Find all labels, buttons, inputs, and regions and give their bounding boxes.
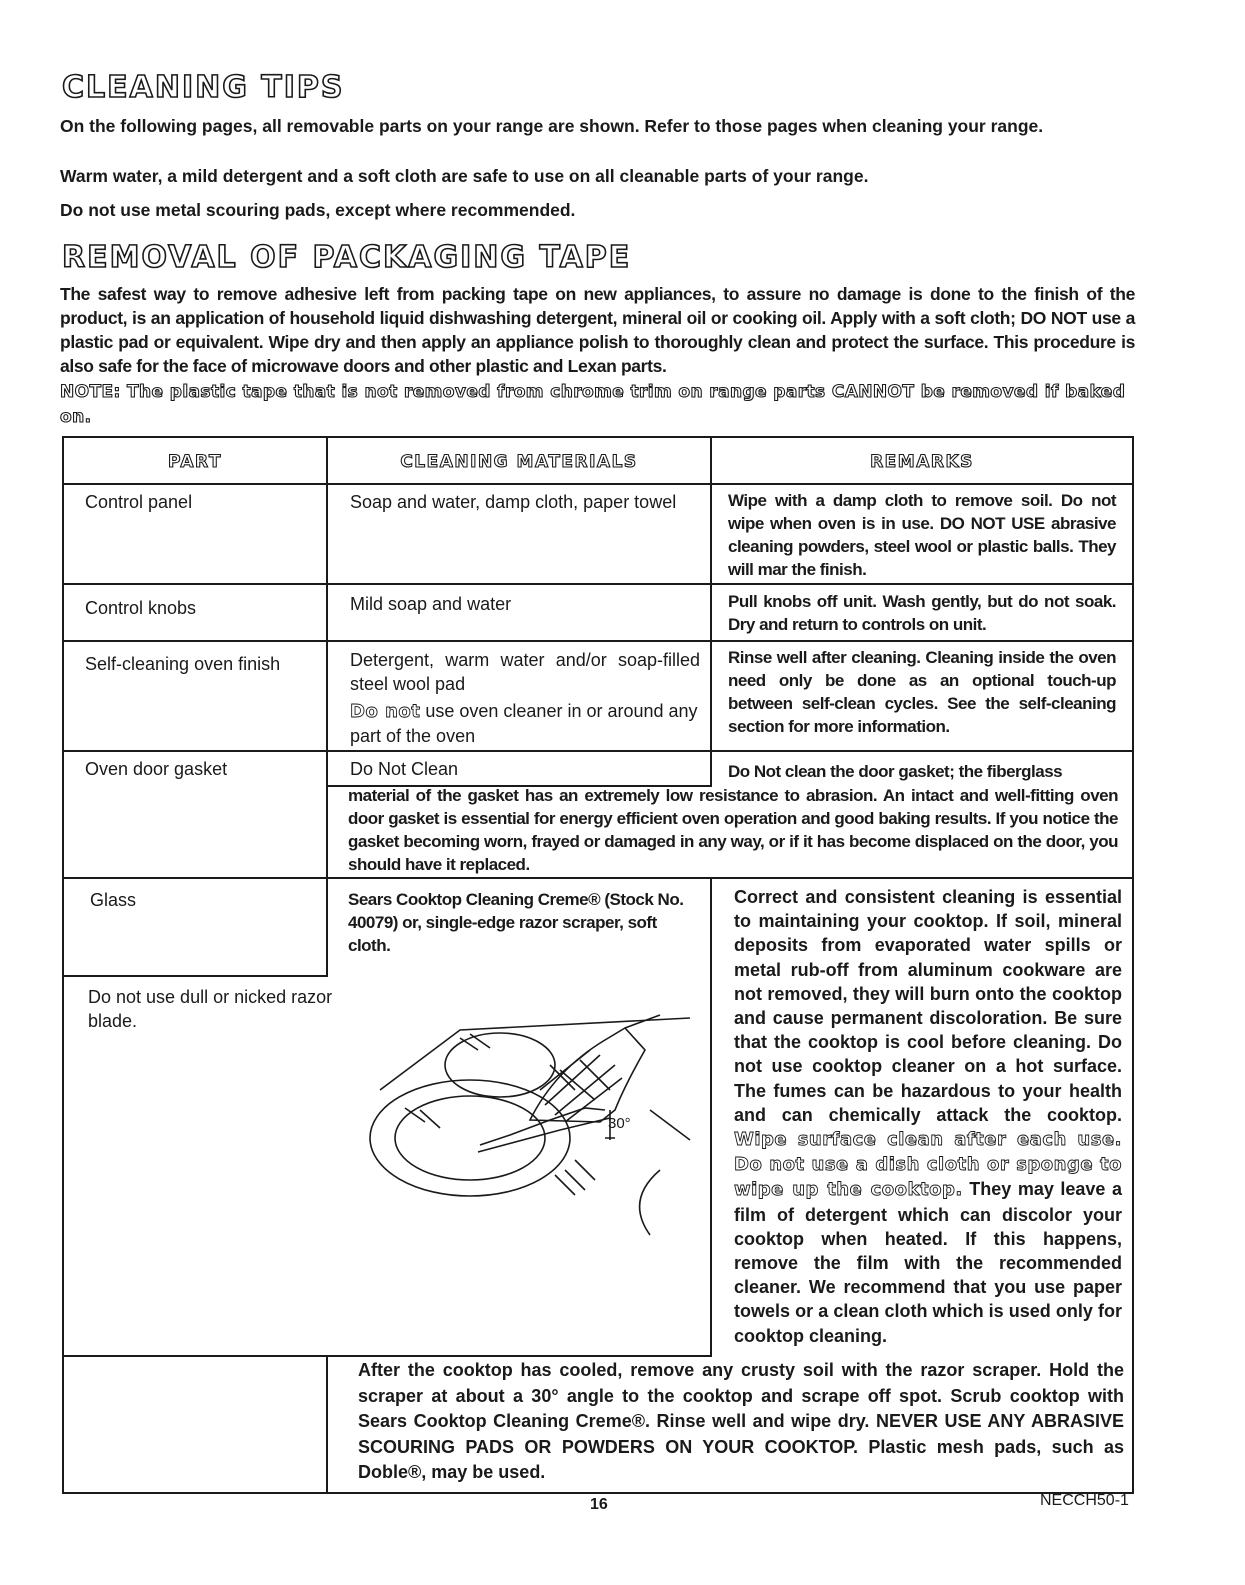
scraping-instructions: After the cooktop has cooled, remove any crusty soil with the razor scraper. Hold the scraper at about a 30° angle to the cooktop and scrape off spot. Scrub cooktop with Sears Cooktop Cleaning Creme®. Rinse well and wipe dry. NEVER USE ANY ABRASIVE SCOURING PADS OR POWDERS ON YOUR COOKTOP. Plastic mesh pads, such as Doble®, may be used.: [358, 1360, 1124, 1482]
remarks-control-knobs: Pull knobs off unit. Wash gently, but do not soak. Dry and return to controls on unit.: [728, 592, 1116, 634]
warning-text: use oven cleaner in or around any part of the oven: [350, 701, 698, 746]
part-oven-door-gasket: Oven door gasket: [85, 759, 228, 779]
remarks-glass-part-b: They may leave a film of detergent which can discolor your cooktop when heated. If this happens, remove the film with the recommended cleaner. We recommend that you use paper towels or a clean cloth which is used only for cooktop cleaning.: [734, 1179, 1122, 1346]
header-remarks: REMARKS: [870, 452, 974, 472]
intro-paragraph-2: Warm water, a mild detergent and a soft cloth are safe to use on all cleanable parts of your range.: [60, 166, 869, 186]
warning-emphasis: Do not: [350, 701, 421, 722]
cleaning-tips-heading: CLEANING TIPS: [62, 70, 345, 105]
remarks-glass-emphasis: Wipe surface clean after each use. Do not use a dish cloth or sponge to wipe up the cooktop.: [734, 1129, 1122, 1201]
materials-oven-cleaner-warning: [350, 699, 700, 748]
header-part: PART: [168, 452, 222, 472]
remarks-glass: [734, 885, 1122, 1348]
materials-control-panel: Soap and water, damp cloth, paper towel: [350, 492, 677, 512]
page-number: 16: [590, 1496, 608, 1513]
angle-label: 30°: [608, 1115, 631, 1132]
header-cleaning-materials: CLEANING MATERIALS: [400, 452, 638, 472]
materials-oven-door-gasket: Do Not Clean: [350, 759, 459, 779]
materials-glass: Sears Cooktop Cleaning Creme® (Stock No. 40079) or, single-edge razor scraper, soft cloth.: [348, 890, 684, 955]
packaging-tape-note: NOTE: The plastic tape that is not removed from chrome trim on range parts CANNOT be removed if baked on.: [60, 382, 1126, 427]
remarks-oven-door-gasket-rest: material of the gasket has an extremely low resistance to abrasion. An intact and well-fitting oven door gasket is essential for energy efficient oven operation and good baking results. If you notice the gasket becoming worn, frayed or damaged in any way, or if it has become displaced on the door, you should have it replaced.: [348, 786, 1118, 874]
materials-control-knobs: Mild soap and water: [350, 594, 512, 614]
intro-paragraph-3: Do not use metal scouring pads, except where recommended.: [60, 200, 576, 220]
remarks-oven-door-gasket-start: Do Not clean the door gasket; the fiberglass: [728, 762, 1063, 781]
intro-paragraph-1: On the following pages, all removable parts on your range are shown. Refer to those pages when cleaning your range.: [60, 116, 1044, 136]
cooktop-scraper-illustration: [360, 1010, 700, 1250]
document-code: NECCH50-1: [1040, 1492, 1129, 1509]
razor-blade-warning: Do not use dull or nicked razor blade.: [88, 987, 333, 1031]
remarks-glass-part-a: Correct and consistent cleaning is essential to maintaining your cooktop. If soil, mineral deposits from evaporated water spills or metal rub-off from aluminum cookware are not removed, they will burn onto the cooktop and cause permanent discoloration. Be sure that the cooktop is cool before cleaning. Do not use cooktop cleaner on a hot surface. The fumes can be hazardous to your health and can chemically attack the cooktop.: [734, 887, 1122, 1125]
part-control-knobs: Control knobs: [85, 598, 197, 618]
packaging-tape-paragraph: The safest way to remove adhesive left from packing tape on new appliances, to assure no damage is done to the finish of the product, is an application of household liquid dishwashing detergent, mineral oil or cooking oil. Apply with a soft cloth; DO NOT use a plastic pad or equivalent. Wipe dry and then apply an appliance polish to thoroughly clean and protect the surface. This procedure is also safe for the face of microwave doors and other plastic and Lexan parts.: [60, 284, 1135, 376]
remarks-self-cleaning-oven-finish: Rinse well after cleaning. Cleaning inside the oven need only be done as an optional touch-up between self-clean cycles. See the self-cleaning section for more information.: [728, 648, 1116, 736]
part-self-cleaning-oven-finish: Self-cleaning oven finish: [85, 654, 281, 674]
remarks-control-panel: Wipe with a damp cloth to remove soil. Do not wipe when oven is in use. DO NOT USE abrasive cleaning powders, steel wool or plastic balls. They will mar the finish.: [728, 491, 1116, 579]
part-glass: Glass: [90, 890, 137, 910]
part-control-panel: Control panel: [85, 492, 193, 512]
packaging-tape-heading: REMOVAL OF PACKAGING TAPE: [62, 240, 632, 275]
materials-self-cleaning-oven-finish: Detergent, warm water and/or soap-filled steel wool pad: [350, 650, 700, 694]
